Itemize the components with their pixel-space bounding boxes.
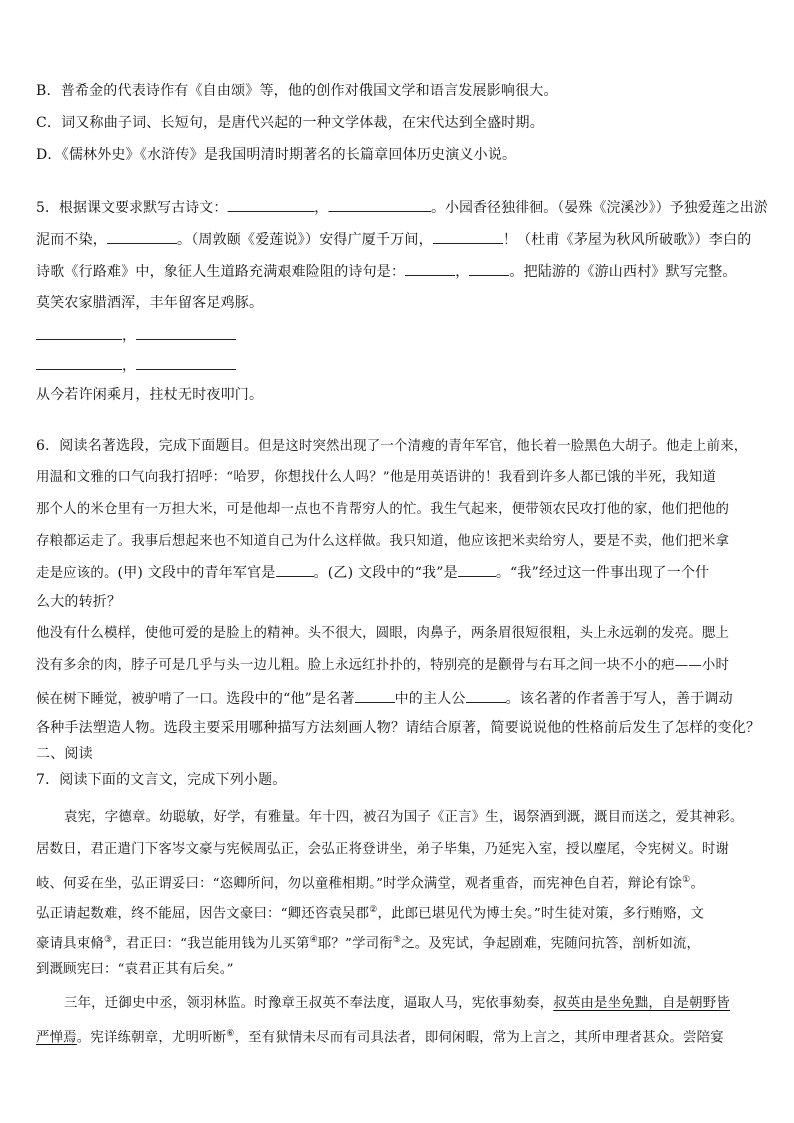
answer-blank[interactable]: [405, 262, 455, 276]
q5-line-6: ，: [36, 356, 768, 375]
answer-blank[interactable]: [36, 356, 122, 370]
q5-line-5: ，: [36, 326, 768, 345]
q5-line-7: 从今若许闲乘月，拄杖无时夜叩门。: [36, 387, 264, 403]
answer-blank[interactable]: [466, 689, 506, 703]
passage-line-7: 三年，迁御史中丞，领羽林监。时豫章王叔英不奉法度，逼取人马，宪依事劾奏，叔英由是坐免黜，自是朝野皆: [64, 996, 730, 1011]
passage-line-6: 到溉顾宪曰：“袁君正其有后矣。”: [36, 962, 234, 977]
q6-line-8: 没有多余的肉，脖子可是几乎与头一边儿粗。脸上永远红扑扑的，特别亮的是颧骨与右耳之间一块不小的疤——小时: [36, 658, 730, 673]
q5-line-3: 诗歌《行路难》中，象征人生道路充满艰难险阻的诗句是： ， 。把陆游的《游山西村》默写完整。: [36, 264, 737, 280]
answer-blank[interactable]: [227, 198, 314, 212]
answer-blank[interactable]: [276, 563, 314, 577]
q6-line-2: 用温和文雅的口气向我打招呼：“哈罗，你想找什么人吗？”他是用英语讲的！我看到许多人都已饿的半死，我知道: [36, 470, 717, 485]
passage-line-4: 弘正请起数难，终不能屈，因告文豪曰：“卿还咨袁吴郡②，此郎已堪见代为博士矣。”时生徒对策，多行贿赂，文: [36, 905, 705, 922]
q5-line-2: 泥而不染， 。（周敦颐《爱莲说》）安得广厦千万间， ！（杜甫《茅屋为秋风所破歌》）李白的: [36, 232, 752, 248]
q6-line-10: 各种手法塑造人物。选段主要采用哪种描写方法刻画人物？请结合原著，简要说说他的性格前后发生了怎样的变化？: [36, 720, 761, 736]
answer-blank[interactable]: [328, 198, 431, 212]
answer-blank[interactable]: [107, 230, 177, 244]
passage-line-2: 居数日，君正遣门下客岑文豪与宪候周弘正，会弘正将登讲坐，弟子毕集，乃延宪入室，授以麈尾，令宪树义。时谢: [36, 842, 730, 857]
q6-line-5: 走是应该的。(甲) 文段中的青年军官是 。(乙) 文段中的“我”是 。“我”经过这一件事出现了一个什: [36, 565, 710, 581]
answer-blank[interactable]: [36, 326, 122, 340]
answer-blank[interactable]: [433, 230, 503, 244]
q6-line-7: 他没有什么模样，使他可爱的是脸上的精神。头不很大，圆眼，肉鼻子，两条眉很短很粗，头上永远剃的发亮。腮上: [36, 626, 730, 641]
q6-line-9: 候在树下睡觉，被驴啃了一口。选段中的“他”是名著 中的主人公 。该名著的作者善于写人，善于调动: [36, 691, 733, 707]
passage-line-5: 豪请具束脩③，君正曰：“我岂能用钱为儿买第④耶？”学司衔⑤之。及宪试，争起剧难，宪随问抗答，剖析如流，: [36, 935, 701, 952]
answer-blank[interactable]: [458, 563, 496, 577]
q5-line-4: 莫笑农家腊酒浑，丰年留客足鸡豚。: [36, 295, 264, 311]
q7-instruction: 7．阅读下面的文言文，完成下列小题。: [36, 772, 287, 788]
q6-line-6: 么大的转折？: [36, 594, 122, 610]
passage-line-3: 岐、何妥在坐，弘正谓妥曰：“恣卿所问，勿以童稚相期。”时学众满堂，观者重沓，而宪神色自若，辩论有馀①。: [36, 875, 705, 892]
q6-line-4: 存粮都运走了。我事后想起来也不知道自己为什么这样做。我只知道，他应该把米卖给穷人，要是不卖，他们把米拿: [36, 534, 730, 549]
q6-line-3: 那个人的米仓里有一万担大米，可是他却一点也不肯帮穷人的忙。我生气起来，便带领农民攻打他的家，他们把他的: [36, 502, 730, 517]
answer-blank[interactable]: [136, 356, 236, 370]
option-c: C．词又称曲子词、长短句，是唐代兴起的一种文学体裁，在宋代达到全盛时期。: [36, 115, 544, 131]
passage-line-1: 袁宪，字德章。幼聪敏，好学，有雅量。年十四，被召为国子《正言》生，谒祭酒到溉，溉目而送之，爱其神彩。: [64, 810, 744, 825]
underlined-sentence: 严惮焉: [36, 1030, 77, 1046]
passage-line-8: 严惮焉。宪详练朝章，尤明听断⑥，至有狱情未尽而有司具法者，即伺闲暇，常为上言之，其所申理者甚众。尝陪宴: [36, 1029, 724, 1046]
section-title: 二、阅读: [36, 746, 93, 762]
q6-line-1: 6．阅读名著选段，完成下面题目。但是这时突然出现了一个清瘦的青年军官，他长着一脸黑色大胡子。他走上前来，: [36, 438, 748, 454]
option-d: D．《儒林外史》《水浒传》是我国明清时期著名的长篇章回体历史演义小说。: [36, 147, 517, 163]
answer-blank[interactable]: [136, 326, 236, 340]
underlined-sentence: 叔英由是坐免黜，自是朝野皆: [553, 996, 730, 1011]
answer-blank[interactable]: [355, 689, 395, 703]
q5-line-1: 5．根据课文要求默写古诗文： ， 。小园香径独徘徊。（晏殊《浣溪沙》）予独爱莲之出淤: [36, 200, 768, 216]
answer-blank[interactable]: [469, 262, 509, 276]
option-b: B．普希金的代表诗作有《自由颂》等，他的创作对俄国文学和语言发展影响很大。: [36, 83, 558, 99]
